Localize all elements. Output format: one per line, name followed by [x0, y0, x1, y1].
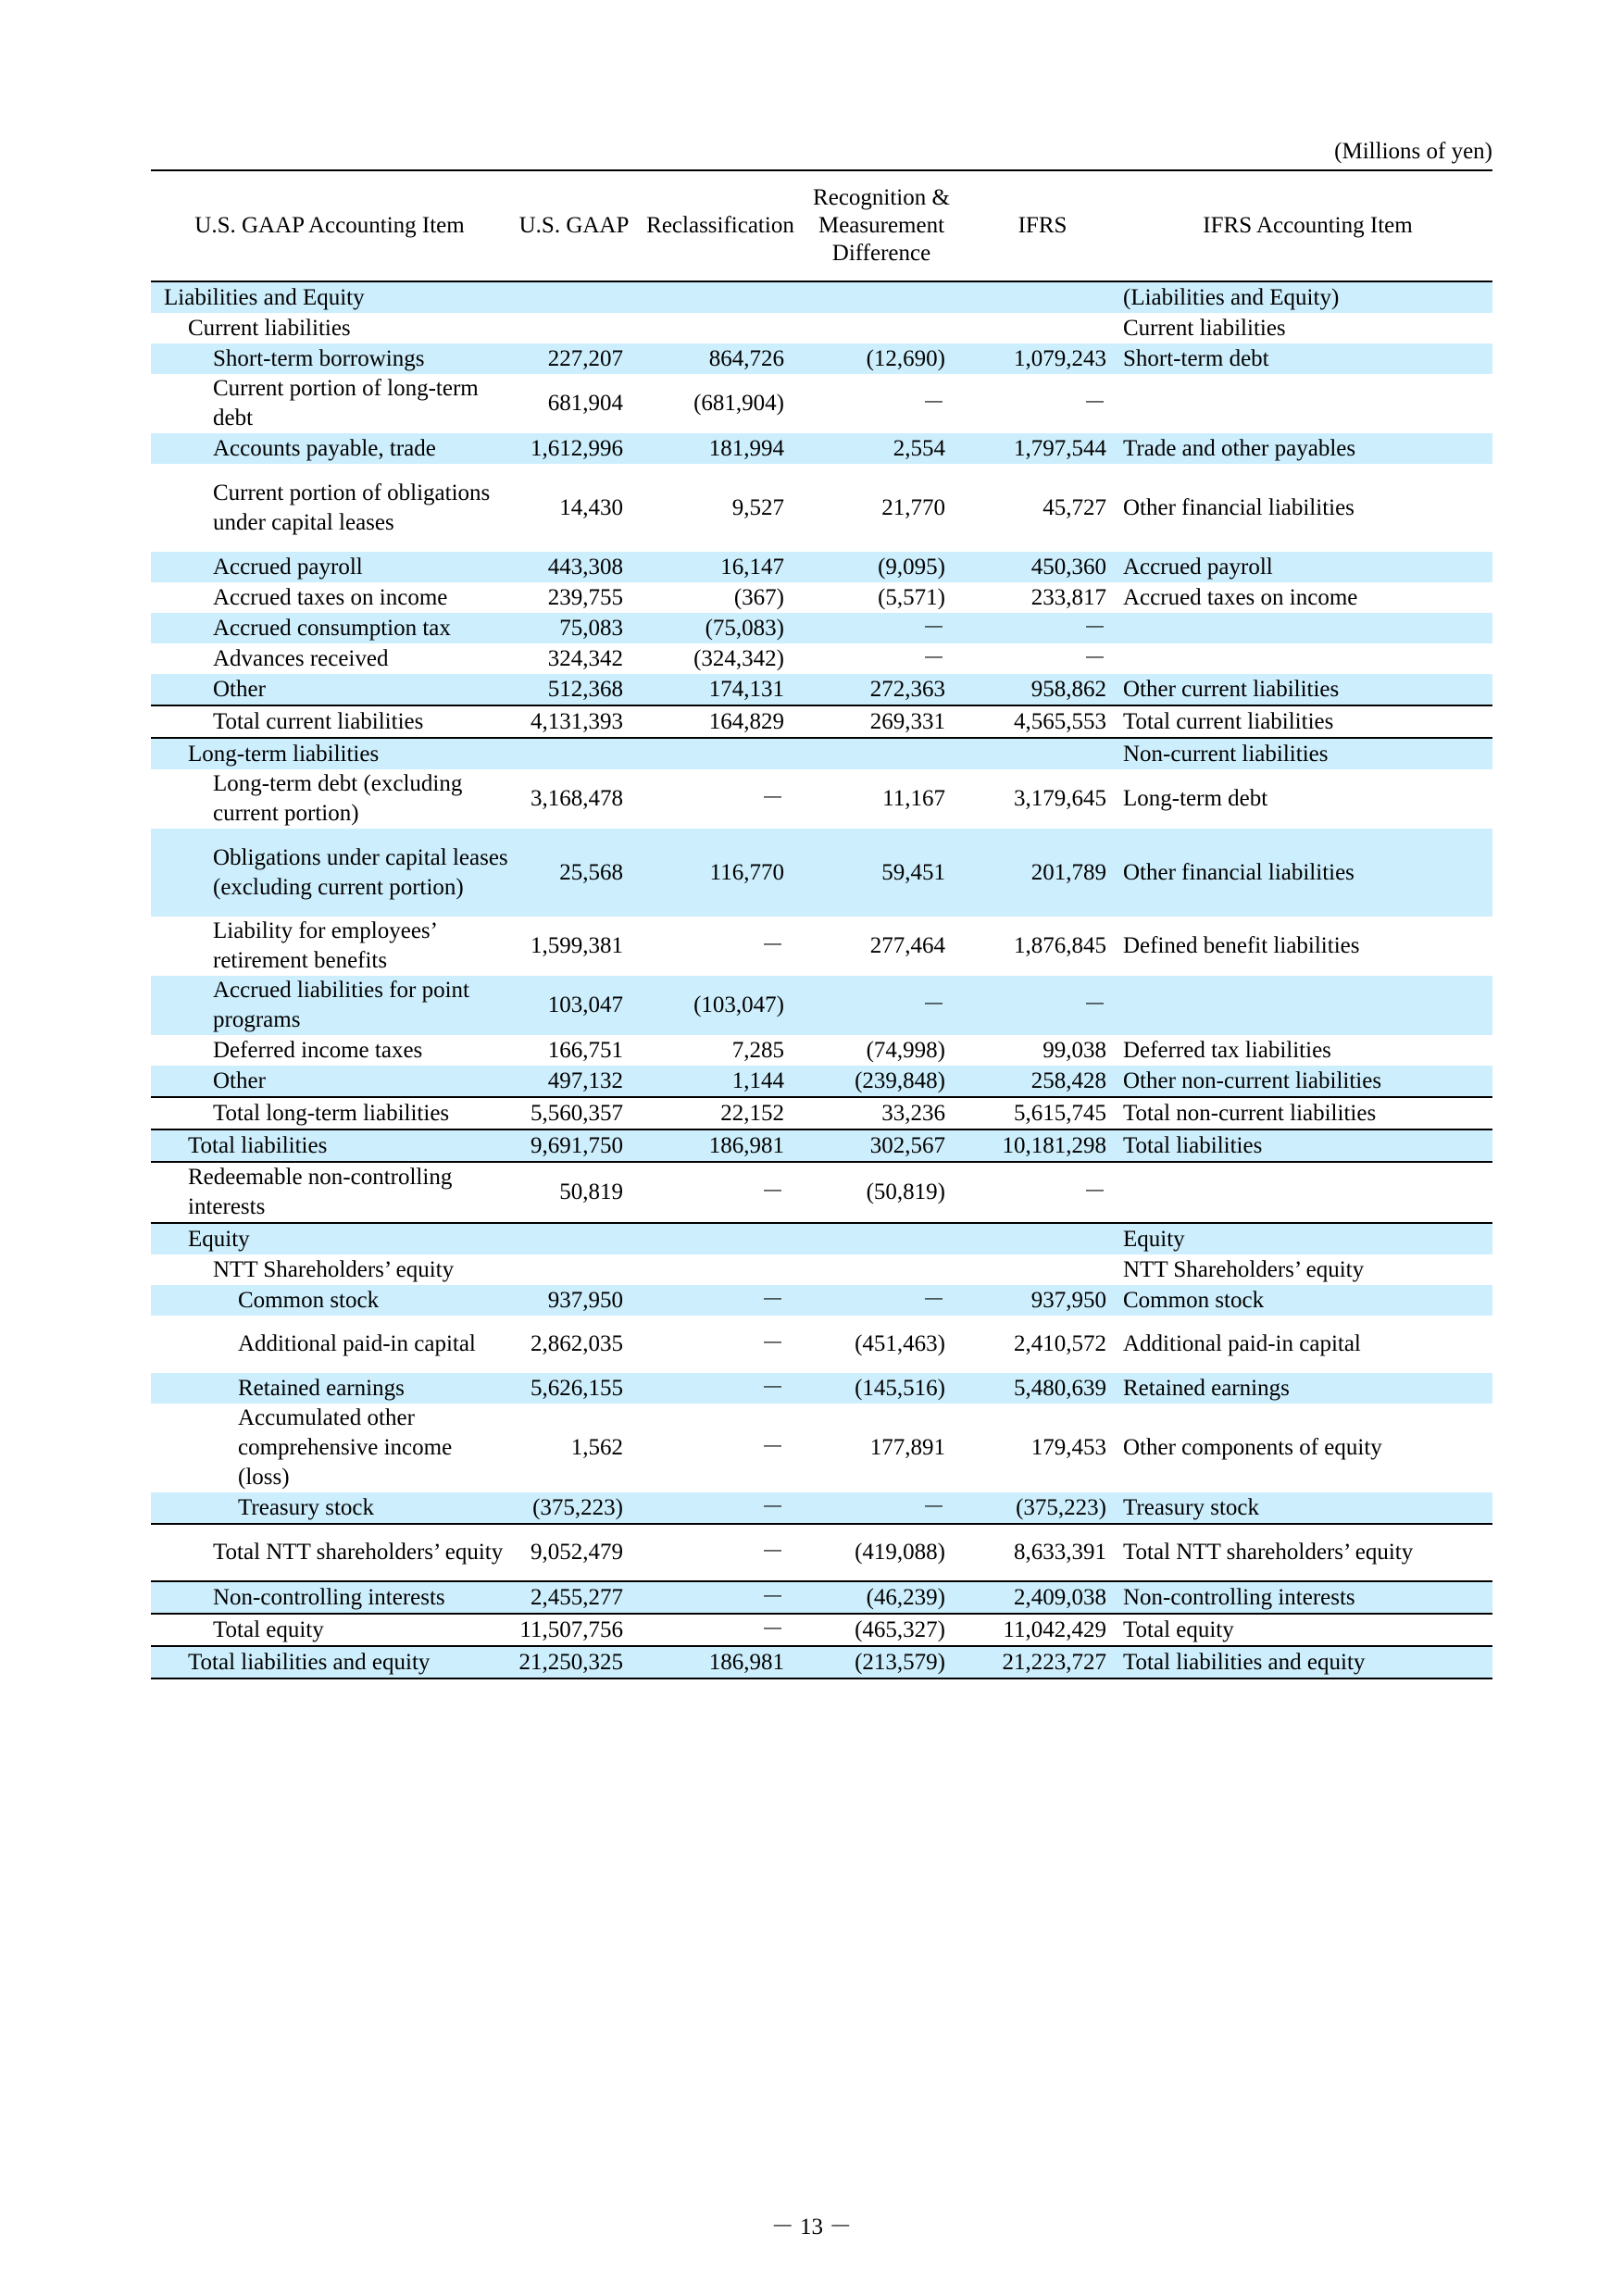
usgaap-cell: 4,131,393	[508, 705, 640, 738]
ifrs-cell	[962, 1223, 1123, 1254]
difference-cell	[801, 313, 962, 343]
table-row	[151, 582, 1492, 613]
reclassification-cell: 16,147	[640, 552, 801, 582]
reclassification-cell: －	[640, 1285, 801, 1316]
item-cell: Current portion of long-term debt	[213, 376, 479, 430]
ifrs-cell: －	[962, 613, 1123, 643]
reclassification-cell: (75,083)	[640, 613, 801, 643]
ifrs-item-cell: Other non-current liabilities	[1123, 1066, 1492, 1097]
reclassification-cell: 22,152	[640, 1097, 801, 1129]
ifrs-cell: 10,181,298	[962, 1129, 1123, 1162]
usgaap-cell: 324,342	[547, 645, 623, 671]
ifrs-cell: 958,862	[962, 674, 1123, 705]
difference-cell: －	[801, 1492, 962, 1524]
difference-cell: 269,331	[801, 705, 962, 738]
difference-cell: 21,770	[881, 494, 945, 520]
item-cell: Accrued taxes on income	[213, 584, 448, 610]
ifrs-item-cell	[1123, 643, 1492, 674]
ifrs-item-cell: NTT Shareholders’ equity	[1123, 1256, 1365, 1282]
item-cell: Total long-term liabilities	[151, 1097, 508, 1129]
difference-cell: 11,167	[882, 786, 945, 811]
ifrs-cell: 450,360	[962, 552, 1123, 582]
table-row	[151, 281, 1492, 313]
reclassification-cell: 174,131	[640, 674, 801, 705]
table-row	[151, 1316, 1492, 1373]
ifrs-item-cell: Current liabilities	[1123, 315, 1286, 341]
ifrs-item-cell: Defined benefit liabilities	[1123, 933, 1360, 958]
ifrs-cell: 45,727	[1042, 494, 1106, 520]
ifrs-item-cell: Retained earnings	[1123, 1373, 1492, 1404]
ifrs-item-cell: Total liabilities and equity	[1123, 1646, 1492, 1678]
ifrs-item-cell: Non-controlling interests	[1123, 1581, 1492, 1614]
item-cell: Common stock	[151, 1285, 508, 1316]
usgaap-cell: 1,612,996	[508, 433, 640, 464]
difference-cell: 33,236	[801, 1097, 962, 1129]
reclassification-cell: －	[640, 1373, 801, 1404]
usgaap-cell: 5,560,357	[508, 1097, 640, 1129]
item-cell: Accumulated other comprehensive income (loss)	[238, 1405, 453, 1490]
header-reclassification: Reclassification	[640, 170, 801, 281]
usgaap-cell: 1,562	[570, 1435, 623, 1460]
reclassification-cell: 186,981	[640, 1646, 801, 1678]
reclassification-cell: －	[760, 1616, 784, 1642]
reclassification-cell: －	[760, 1331, 784, 1356]
usgaap-cell: 2,862,035	[531, 1331, 623, 1356]
ifrs-item-cell: Total non-current liabilities	[1123, 1097, 1492, 1129]
reclassification-cell: 116,770	[640, 829, 801, 917]
item-cell: Total liabilities and equity	[151, 1646, 508, 1678]
usgaap-cell	[508, 281, 640, 313]
table-row	[151, 643, 1492, 674]
header-ifrs-item: IFRS Accounting Item	[1123, 170, 1492, 281]
ifrs-item-cell: (Liabilities and Equity)	[1123, 281, 1492, 313]
reclassification-cell: 864,726	[640, 343, 801, 374]
item-cell: Accounts payable, trade	[151, 433, 508, 464]
table-row	[151, 1162, 1492, 1223]
ifrs-item-cell: Accrued taxes on income	[1123, 584, 1358, 610]
header-ifrs: IFRS	[962, 170, 1123, 281]
table-row	[151, 674, 1492, 705]
reclassification-cell	[640, 1254, 801, 1285]
header-recognition-difference: Recognition & Measurement Difference	[801, 170, 962, 281]
item-cell: Accrued consumption tax	[151, 613, 508, 643]
usgaap-cell: 14,430	[559, 494, 623, 520]
ifrs-cell: 3,179,645	[1014, 786, 1106, 811]
item-cell: Obligations under capital leases (excluding current portion)	[151, 829, 508, 917]
ifrs-item-cell: Long-term debt	[1123, 786, 1268, 811]
usgaap-cell: 103,047	[508, 976, 640, 1035]
reclassification-cell: －	[640, 1492, 801, 1524]
usgaap-cell: 11,507,756	[519, 1616, 623, 1642]
usgaap-cell: 681,904	[547, 391, 623, 416]
ifrs-cell: 937,950	[962, 1285, 1123, 1316]
ifrs-item-cell: Short-term debt	[1123, 343, 1492, 374]
table-row	[151, 976, 1492, 1035]
item-cell: Total NTT shareholders’ equity	[151, 1524, 508, 1581]
ifrs-item-cell	[1123, 1162, 1492, 1223]
difference-cell: 272,363	[801, 674, 962, 705]
table-row	[151, 738, 1492, 769]
ifrs-cell: 2,410,572	[1014, 1331, 1106, 1356]
item-cell: Equity	[151, 1223, 508, 1254]
table-row	[151, 769, 1492, 829]
reclassification-cell: 9,527	[731, 494, 784, 520]
table-row	[151, 1129, 1492, 1162]
ifrs-cell: 179,453	[1030, 1435, 1106, 1460]
usgaap-cell: (375,223)	[508, 1492, 640, 1524]
ifrs-cell: 5,480,639	[962, 1373, 1123, 1404]
item-cell: Accrued payroll	[151, 552, 508, 582]
reclassification-cell: 164,829	[640, 705, 801, 738]
usgaap-cell	[508, 1254, 640, 1285]
table-row	[151, 1404, 1492, 1492]
table-row	[151, 1066, 1492, 1097]
usgaap-cell: 2,455,277	[508, 1581, 640, 1614]
ifrs-cell: 11,042,429	[1003, 1616, 1106, 1642]
usgaap-cell: 497,132	[508, 1066, 640, 1097]
difference-cell: 59,451	[801, 829, 962, 917]
reclassification-cell	[640, 1223, 801, 1254]
header-usgaap-item: U.S. GAAP Accounting Item	[151, 170, 508, 281]
ifrs-item-cell: Other components of equity	[1123, 1435, 1382, 1460]
ifrs-cell: 258,428	[962, 1066, 1123, 1097]
table-row	[151, 1223, 1492, 1254]
table-header-row	[151, 170, 1492, 281]
table-row	[151, 313, 1492, 343]
table-row	[151, 343, 1492, 374]
difference-cell: －	[801, 976, 962, 1035]
reclassification-cell: (367)	[733, 584, 784, 610]
difference-cell: (9,095)	[801, 552, 962, 582]
item-cell: Accrued liabilities for point programs	[151, 976, 508, 1035]
ifrs-item-cell: Additional paid-in capital	[1123, 1331, 1361, 1356]
usgaap-cell: 5,626,155	[508, 1373, 640, 1404]
reclassification-cell: －	[640, 1581, 801, 1614]
ifrs-cell: －	[1082, 391, 1106, 416]
ifrs-item-cell: Equity	[1123, 1223, 1492, 1254]
table-body	[151, 281, 1492, 1678]
difference-cell: (74,998)	[866, 1037, 945, 1063]
ifrs-item-cell: Common stock	[1123, 1285, 1492, 1316]
difference-cell: 177,891	[869, 1435, 945, 1460]
table-row	[151, 552, 1492, 582]
ifrs-item-cell: Total NTT shareholders’ equity	[1123, 1524, 1492, 1581]
usgaap-cell	[508, 1223, 640, 1254]
ifrs-item-cell	[1123, 374, 1492, 433]
reclassification-cell: 7,285	[731, 1037, 784, 1063]
ifrs-cell	[962, 738, 1123, 769]
table-row	[151, 374, 1492, 433]
usgaap-cell: 75,083	[508, 613, 640, 643]
reclassification-cell: 181,994	[640, 433, 801, 464]
ifrs-cell: 233,817	[1030, 584, 1106, 610]
item-cell: Liabilities and Equity	[151, 281, 508, 313]
reclassification-cell	[640, 738, 801, 769]
usgaap-cell: 512,368	[508, 674, 640, 705]
usgaap-cell: 937,950	[508, 1285, 640, 1316]
usgaap-cell: 21,250,325	[508, 1646, 640, 1678]
ifrs-cell: (375,223)	[962, 1492, 1123, 1524]
ifrs-cell: －	[962, 1162, 1123, 1223]
reclassification-cell: (103,047)	[640, 976, 801, 1035]
ifrs-item-cell: Total current liabilities	[1123, 705, 1492, 738]
reclassification-cell: －	[640, 1162, 801, 1223]
table-row	[151, 1614, 1492, 1646]
difference-cell: 302,567	[801, 1129, 962, 1162]
item-cell: Liability for employees’ retirement benefits	[213, 918, 437, 973]
ifrs-cell: 21,223,727	[962, 1646, 1123, 1678]
difference-cell: (145,516)	[801, 1373, 962, 1404]
item-cell: Redeemable non-controlling interests	[151, 1162, 508, 1223]
page-number: － 13 －	[770, 2215, 853, 2240]
reclassification-cell: (681,904)	[693, 391, 784, 416]
ifrs-item-cell: Treasury stock	[1123, 1492, 1492, 1524]
difference-cell: 277,464	[869, 933, 945, 958]
usgaap-cell: 3,168,478	[531, 786, 623, 811]
difference-cell	[801, 738, 962, 769]
difference-cell: (451,463)	[855, 1331, 945, 1356]
reclassification-cell: －	[760, 1435, 784, 1460]
ifrs-cell: 1,876,845	[1014, 933, 1106, 958]
reclassification-cell: (324,342)	[693, 645, 784, 671]
difference-cell	[801, 281, 962, 313]
item-cell: Other	[151, 1066, 508, 1097]
ifrs-cell: 5,615,745	[962, 1097, 1123, 1129]
usgaap-cell: 9,052,479	[508, 1524, 640, 1581]
difference-cell: －	[801, 613, 962, 643]
difference-cell	[801, 1254, 962, 1285]
difference-cell	[801, 1223, 962, 1254]
difference-cell: 2,554	[801, 433, 962, 464]
ifrs-item-cell: Deferred tax liabilities	[1123, 1037, 1331, 1063]
reclassification-cell: 186,981	[640, 1129, 801, 1162]
table-row	[151, 1373, 1492, 1404]
usgaap-cell: 166,751	[547, 1037, 623, 1063]
item-cell: Deferred income taxes	[213, 1037, 423, 1063]
ifrs-cell: 1,797,544	[962, 433, 1123, 464]
ifrs-item-cell: Non-current liabilities	[1123, 738, 1492, 769]
usgaap-cell	[508, 313, 640, 343]
usgaap-cell: 239,755	[547, 584, 623, 610]
usgaap-cell	[508, 738, 640, 769]
usgaap-cell: 443,308	[508, 552, 640, 582]
reclassification-cell: 1,144	[640, 1066, 801, 1097]
table-row	[151, 464, 1492, 552]
ifrs-item-cell	[1123, 613, 1492, 643]
item-cell: Total liabilities	[151, 1129, 508, 1162]
reclassification-cell	[640, 313, 801, 343]
usgaap-cell: 1,599,381	[531, 933, 623, 958]
ifrs-cell: 201,789	[962, 829, 1123, 917]
difference-cell: －	[801, 1285, 962, 1316]
ifrs-cell: 4,565,553	[962, 705, 1123, 738]
ifrs-item-cell: Accrued payroll	[1123, 552, 1492, 582]
item-cell: Total equity	[213, 1616, 324, 1642]
ifrs-item-cell: Trade and other payables	[1123, 433, 1492, 464]
ifrs-cell	[962, 1254, 1123, 1285]
table-row	[151, 1581, 1492, 1614]
usgaap-cell: 9,691,750	[508, 1129, 640, 1162]
table-row	[151, 433, 1492, 464]
reclassification-cell: －	[760, 933, 784, 958]
reconciliation-table	[151, 169, 1492, 1679]
item-cell: Retained earnings	[151, 1373, 508, 1404]
difference-cell: (213,579)	[801, 1646, 962, 1678]
ifrs-item-cell: Other financial liabilities	[1123, 829, 1492, 917]
table-row	[151, 917, 1492, 976]
units-note: (Millions of yen)	[1334, 139, 1492, 164]
usgaap-cell: 25,568	[508, 829, 640, 917]
ifrs-item-cell: Total liabilities	[1123, 1129, 1492, 1162]
item-cell: Additional paid-in capital	[238, 1331, 476, 1356]
ifrs-item-cell: Total equity	[1123, 1616, 1234, 1642]
reclassification-cell: －	[640, 1524, 801, 1581]
item-cell: Total current liabilities	[151, 705, 508, 738]
item-cell: Long-term liabilities	[151, 738, 508, 769]
ifrs-cell: 8,633,391	[962, 1524, 1123, 1581]
ifrs-item-cell	[1123, 976, 1492, 1035]
ifrs-cell: －	[962, 976, 1123, 1035]
difference-cell: (5,571)	[878, 584, 945, 610]
item-cell: Non-controlling interests	[151, 1581, 508, 1614]
item-cell: Current portion of obligations under capital leases	[213, 480, 491, 535]
ifrs-cell: 99,038	[1042, 1037, 1106, 1063]
table-row	[151, 1035, 1492, 1066]
ifrs-cell	[962, 313, 1123, 343]
item-cell: Short-term borrowings	[151, 343, 508, 374]
item-cell: Current liabilities	[188, 315, 351, 341]
table-row	[151, 1285, 1492, 1316]
ifrs-item-cell: Other financial liabilities	[1123, 494, 1355, 520]
table-row	[151, 1524, 1492, 1581]
table-row	[151, 1097, 1492, 1129]
table-row	[151, 613, 1492, 643]
table-row	[151, 1492, 1492, 1524]
difference-cell: (50,819)	[801, 1162, 962, 1223]
header-usgaap: U.S. GAAP	[508, 170, 640, 281]
ifrs-cell	[962, 281, 1123, 313]
reclassification-cell	[640, 281, 801, 313]
reclassification-cell: －	[760, 786, 784, 811]
table-row	[151, 705, 1492, 738]
usgaap-cell: 50,819	[508, 1162, 640, 1223]
difference-cell: －	[921, 645, 945, 671]
difference-cell: (46,239)	[801, 1581, 962, 1614]
difference-cell: (239,848)	[801, 1066, 962, 1097]
table-row	[151, 1646, 1492, 1678]
item-cell: NTT Shareholders’ equity	[213, 1256, 455, 1282]
table-row	[151, 829, 1492, 917]
ifrs-item-cell: Other current liabilities	[1123, 674, 1492, 705]
difference-cell: (12,690)	[801, 343, 962, 374]
item-cell: Long-term debt (excluding current portion)	[213, 771, 463, 826]
item-cell: Treasury stock	[151, 1492, 508, 1524]
item-cell: Other	[151, 674, 508, 705]
ifrs-cell: －	[1082, 645, 1106, 671]
difference-cell: (419,088)	[801, 1524, 962, 1581]
difference-cell: (465,327)	[855, 1616, 945, 1642]
item-cell: Advances received	[213, 645, 389, 671]
ifrs-cell: 2,409,038	[962, 1581, 1123, 1614]
ifrs-cell: 1,079,243	[962, 343, 1123, 374]
usgaap-cell: 227,207	[508, 343, 640, 374]
difference-cell: －	[921, 391, 945, 416]
table-row	[151, 1254, 1492, 1285]
